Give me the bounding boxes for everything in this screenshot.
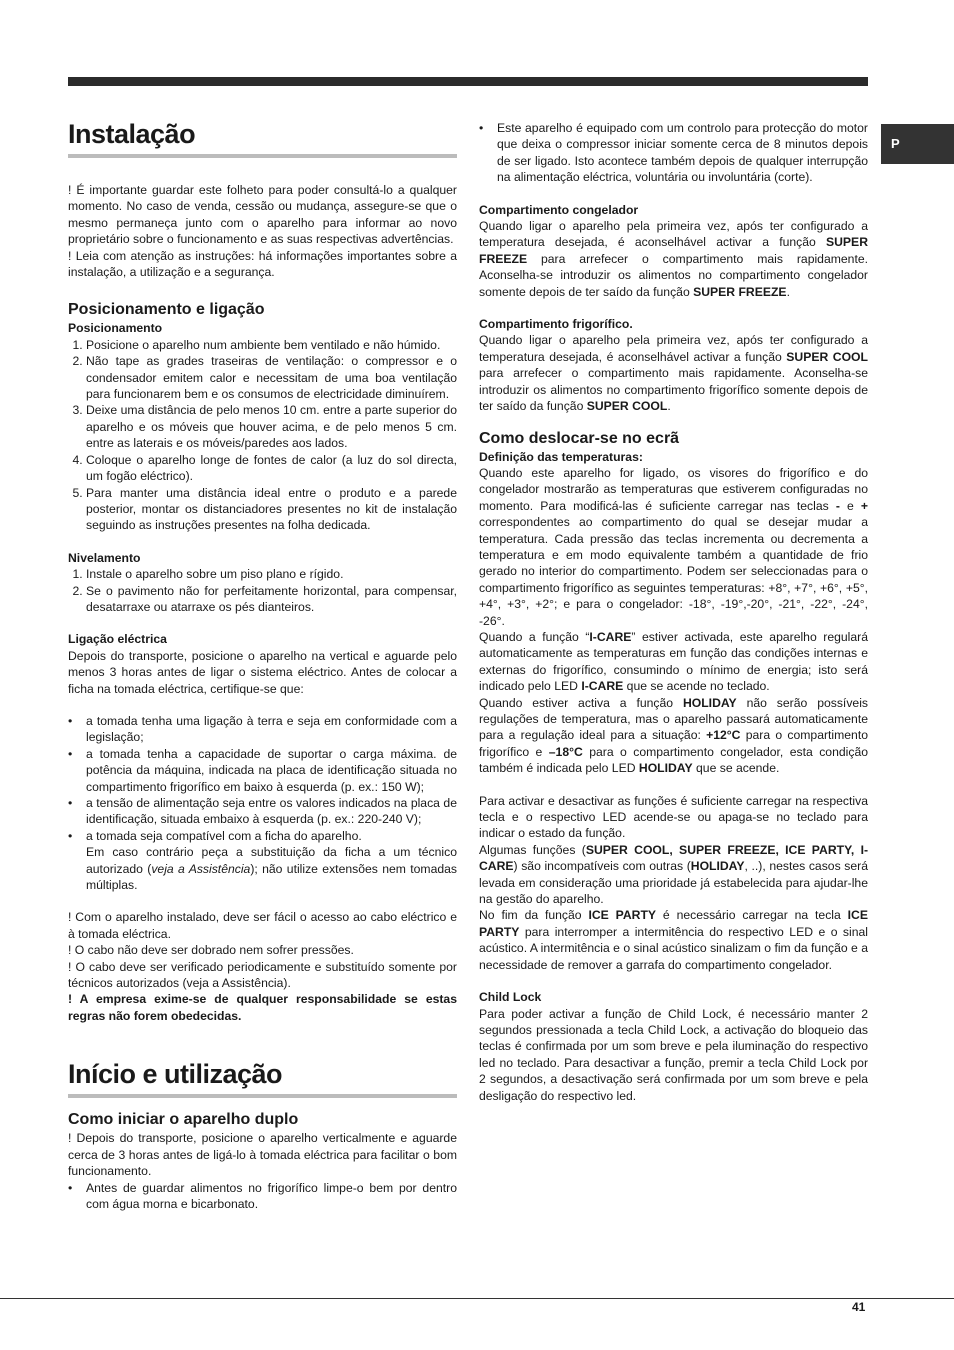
list-item: 5. Para manter uma distância ideal entre o produto e a parede posterior, montar os distanciadores presentes no kit de instalação seguindo as instruções presentes na folha dedicada. bbox=[86, 485, 457, 534]
motor-protection-list bbox=[479, 120, 868, 186]
heading-compartimento-congelador: Compartimento congelador bbox=[479, 202, 639, 217]
title-rule bbox=[68, 1094, 457, 1098]
list-item: 3. Deixe uma distância de pelo menos 10 cm. entre a parte superior do aparelho e os móveis que houver acima, e de pelo menos 5 cm. entre as laterais e os móveis/paredes aos lados. bbox=[86, 402, 457, 451]
title-instalacao: Instalação bbox=[68, 119, 196, 149]
list-item: • Antes de guardar alimentos no frigorífico limpe-o bem por dentro com água morna e bicarbonato. bbox=[86, 1180, 457, 1213]
list-item: 2. Se o pavimento não for perfeitamente horizontal, para compensar, desatarraxe ou atarraxe os pés dianteiros. bbox=[86, 583, 457, 616]
list-item: • Este aparelho é equipado com um controlo para protecção do motor que deixa o compressor iniciar somente cerca de 8 minutos depois de ser ligado. Isto acontece também depois de qualquer interrupção na alimentação eléctrica, voluntária ou involuntária (corte). bbox=[497, 120, 868, 186]
child-lock-text: Para poder activar a função de Child Lock, é necessário manter 2 segundos pressionada a tecla Child Lock, a activação do bloqueio das teclas é confirmada por um som breve e pela iluminação do respectivo led no teclado. Para desactivar a função, premir a tecla Child Lock por 2 segundos, a desactivação será confirmada por um som breve e pela desligação do respectivo led. bbox=[479, 1006, 868, 1103]
list-item: 1. Posicione o aparelho num ambiente bem ventilado e não húmido. bbox=[86, 337, 457, 353]
heading-definicao-temperaturas: Definição das temperaturas: bbox=[479, 449, 643, 464]
intro-paragraph-1: ! É importante guardar este folheto para poder consultá-lo a qualquer momento. No caso de venda, cessão ou mudança, assegure-se que o mesmo permaneça junto com o aparelho para informar ao novo proprietário sobre o funcionamento e as suas respectivas advertências. bbox=[68, 183, 457, 247]
congelador-text: Quando ligar o aparelho pela primeira vez, após ter configurado a temperatura desejada, é aconselhável activar a função SUPER FREEZE para arrefecer o compartimento mais rapidamente. Aconselha-se introduzir os alimentos no compartimento congelador somente depois de ter saído da função SUPER FREEZE. bbox=[479, 219, 868, 299]
ligacao-list bbox=[68, 713, 457, 844]
ligacao-intro: Depois do transporte, posicione o aparelho na vertical e aguarde pelo menos 3 horas antes de ligar o sistema eléctrico. Antes de colocar a ficha na tomada eléctrica, certifique-se que: bbox=[68, 648, 457, 696]
icare-text: Quando a função “I-CARE” estiver activada, este aparelho regulará automaticamente as temperaturas em função das condições internas e externas do frigorífico, consumindo o mínimo de energia; isto será indicado pelo LED I-CARE que se acende no teclado. bbox=[479, 629, 868, 694]
nivelamento-list bbox=[68, 566, 457, 615]
right-column bbox=[479, 120, 868, 1104]
language-tab: P bbox=[881, 124, 954, 164]
warning-1: ! Com o aparelho instalado, deve ser fácil o acesso ao cabo eléctrico e à tomada eléctrica. bbox=[68, 910, 457, 941]
list-item: • a tomada seja compatível com a ficha do aparelho. bbox=[86, 828, 457, 844]
heading-iniciar-aparelho: Como iniciar o aparelho duplo bbox=[68, 1111, 299, 1129]
intro-paragraph-2: ! Leia com atenção as instruções: há informações importantes sobre a instalação, a utilização e a segurança. bbox=[68, 248, 457, 280]
frigorifico-text: Quando ligar o aparelho pela primeira vez, após ter configurado a temperatura desejada, é aconselhável activar a função SUPER COOL para arrefecer o compartimento mais rapidamente. Aconselha-se introduzir os alimentos no compartimento frigorífico somente depois de ter saído da função SUPER COOL. bbox=[479, 333, 868, 414]
heading-posicionamento: Posicionamento bbox=[68, 321, 163, 336]
activate-text: Para activar e desactivar as funções é suficiente carregar na respectiva tecla e o respectivo LED acende-se ou apaga-se no teclado para indicar o estado da função. bbox=[479, 793, 868, 841]
warning-bold: ! A empresa exime-se de qualquer responsabilidade se estas regras não forem obedecidas. bbox=[68, 992, 457, 1023]
ice-party-text: No fim da função ICE PARTY é necessário carregar na tecla ICE PARTY para interromper a intermitência do respectivo LED e o sinal acústico. A intermitência e o sinal acústico sinalizam o fim da função e a necessidade de remover a garrafa do compartimento congelador. bbox=[479, 908, 868, 972]
iniciar-list bbox=[68, 1180, 457, 1213]
heading-compartimento-frigorifico: Compartimento frigorífico. bbox=[479, 317, 633, 332]
heading-posicionamento-ligacao: Posicionamento e ligação bbox=[68, 301, 265, 319]
heading-como-deslocar: Como deslocar-se no ecrã bbox=[479, 429, 680, 447]
heading-ligacao-electrica: Ligação eléctrica bbox=[68, 632, 167, 647]
iniciar-text: ! Depois do transporte, posicione o aparelho verticalmente e aguarde cerca de 3 horas antes de ligá-lo à tomada eléctrica para facilitar o bom funcionamento. bbox=[68, 1131, 457, 1179]
top-bar bbox=[68, 77, 868, 86]
footer-rule bbox=[0, 1298, 954, 1299]
posicionamento-list bbox=[68, 337, 457, 534]
heading-nivelamento: Nivelamento bbox=[68, 550, 141, 565]
list-item: 4. Coloque o aparelho longe de fontes de calor (a luz do sol directa, um fogão eléctrico). bbox=[86, 452, 457, 485]
warning-3: ! O cabo deve ser verificado periodicamente e substituído somente por técnicos autorizados (veja a Assistência). bbox=[68, 959, 457, 991]
heading-child-lock: Child Lock bbox=[479, 990, 542, 1005]
holiday-text: Quando estiver activa a função HOLIDAY não serão possíveis regulações de temperatura, mas o aparelho passará automaticamente para a regulação ideal para a situação: +12°C para o compartimento frigorífico e –18°C para o compartimento congelador, esta condição também é indicada pelo LED HOLIDAY que se acende. bbox=[479, 695, 868, 776]
title-rule bbox=[68, 154, 457, 158]
list-item: • a tensão de alimentação seja entre os valores indicados na placa de identificação, situada embaixo à esquerda (p. ex.: 220-240 V); bbox=[86, 795, 457, 828]
warning-2: ! O cabo não deve ser dobrado nem sofrer pressões. bbox=[68, 943, 354, 958]
title-inicio-utilizacao: Início e utilização bbox=[68, 1059, 283, 1090]
list-item: • a tomada tenha uma ligação à terra e seja em conformidade com a legislação; bbox=[86, 713, 457, 746]
list-item: 1. Instale o aparelho sobre um piso plano e rígido. bbox=[86, 566, 457, 582]
assistencia-reference: veja a Assistência bbox=[151, 861, 251, 876]
page-number: 41 bbox=[852, 1300, 866, 1314]
left-column bbox=[68, 118, 457, 1212]
definicao-text: Quando este aparelho for ligado, os visores do frigorífico e do congelador mostrarão as temperaturas que estiverem configuradas no momento. Para modificá-las é suficiente carregar nas teclas - e + correspondentes ao compartimento do qual se desejar mudar a temperatura. Cada pressão das teclas incrementa ou decrementa a temperatura e em modo equivalente também a quantidade de frio gerado no interior do compartimento. Podem ser seleccionadas para o compartimento frigorífico as seguintes temperaturas: +8°, +7°, +6°, +5°, +4°, +3°, +2°; e para o congelador: -18°, -19°,-20°, -21°, -22°, -24°, -26°. bbox=[479, 465, 868, 628]
incompatible-functions-text: Algumas funções (SUPER COOL, SUPER FREEZE, ICE PARTY, I-CARE) são incompatíveis com outras (HOLIDAY, ..), nestes casos será levada em consideração uma prioridade já estabelecida para ajudar-lhe na gestão do aparelho. bbox=[479, 842, 869, 907]
ligacao-sub-note: Em caso contrário peça a substituição da ficha a um técnico autorizado (veja a Assistência); não utilize extensões nem tomadas múltiplas. bbox=[86, 845, 457, 893]
list-item: 2. Não tape as grades traseiras de ventilação: o compressor e o condensador emitem calor e necessitam de uma boa ventilação para funcionarem bem e os consumos de electricidade diminuírem. bbox=[86, 353, 457, 402]
list-item: • a tomada tenha a capacidade de suportar o carga máxima. de potência da máquina, indicada na placa de identificação situada no compartimento frigorífico em baixo à esquerda (p. ex.: 150 W); bbox=[86, 746, 457, 795]
